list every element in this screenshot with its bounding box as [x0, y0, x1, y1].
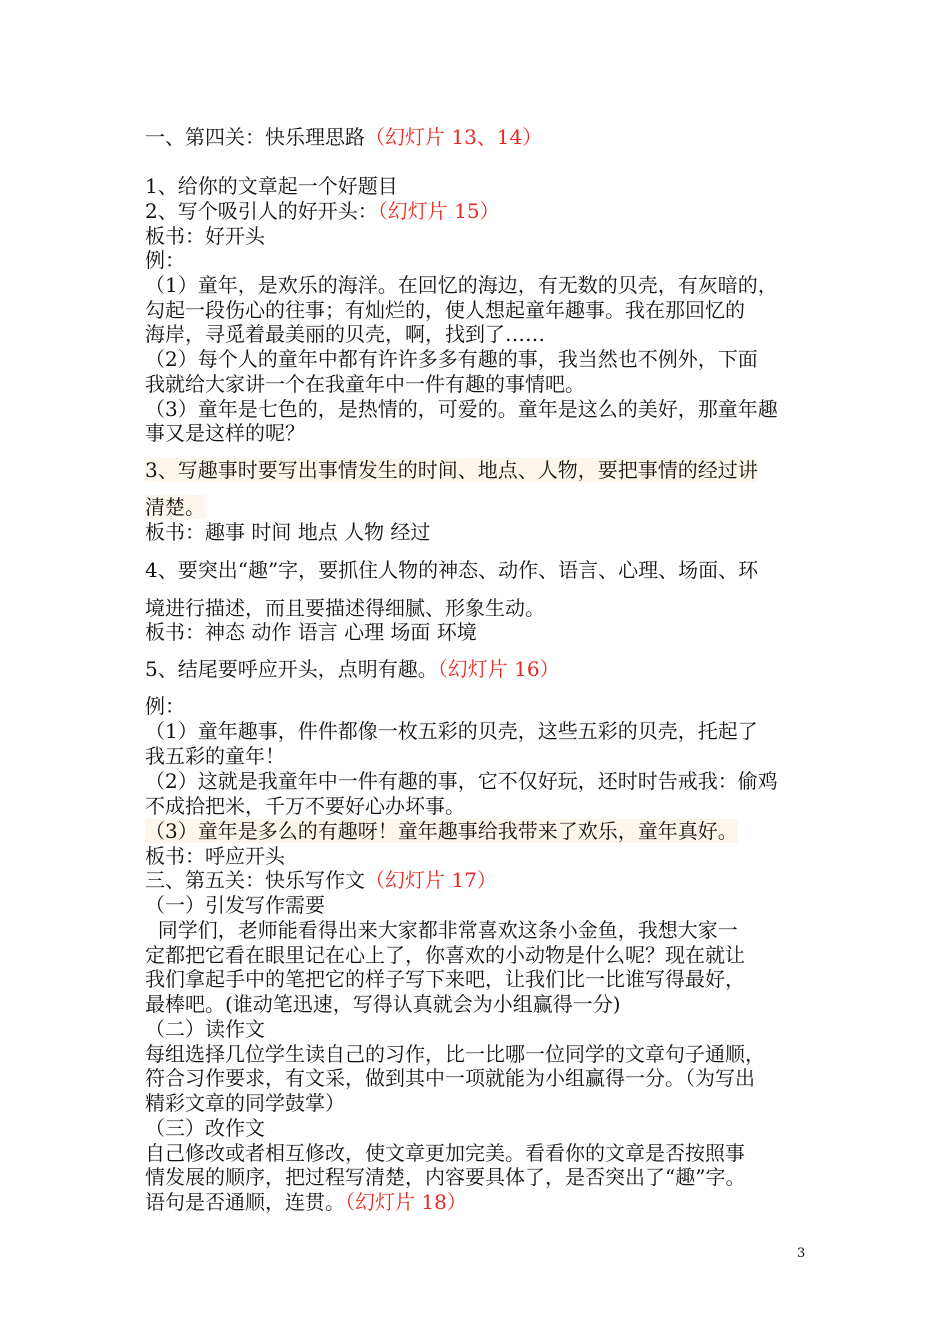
page-number: 3	[797, 1246, 806, 1261]
subsection-heading: （二）读作文	[145, 1017, 265, 1041]
example-line: 我就给大家讲一个在我童年中一件有趣的事情吧。	[145, 372, 585, 396]
example-label: 例：	[145, 694, 185, 718]
paragraph-line: 自己修改或者相互修改，使文章更加完美。看看你的文章是否按照事	[145, 1141, 745, 1165]
example-line: （2）每个人的童年中都有许许多多有趣的事，我当然也不例外，下面	[145, 347, 758, 371]
slide-ref: （幻灯片 15）	[377, 199, 500, 223]
paragraph-line: 最棒吧。(谁动笔迅速，写得认真就会为小组赢得一分)	[145, 992, 621, 1016]
item-1: 1、给你的文章起一个好题目	[145, 174, 398, 198]
example-line: （1）童年趣事，件件都像一枚五彩的贝壳，这些五彩的贝壳，托起了	[145, 719, 758, 743]
example-line: （1）童年，是欢乐的海洋。在回忆的海边，有无数的贝壳，有灰暗的，	[145, 273, 778, 297]
example-line: （3）童年是多么的有趣呀！童年趣事给我带来了欢乐，童年真好。	[145, 819, 738, 843]
example-line: 我五彩的童年！	[145, 744, 285, 768]
slide-ref: （幻灯片 13、14）	[365, 125, 543, 149]
paragraph-line: 同学们，老师能看得出来大家都非常喜欢这条小金鱼，我想大家一	[145, 918, 738, 942]
section-heading-4: 一、第四关：快乐理思路（幻灯片 13、14）	[145, 125, 543, 149]
subsection-heading: （一）引发写作需要	[145, 893, 325, 917]
paragraph-line: 每组选择几位学生读自己的习作，比一比哪一位同学的文章句子通顺，	[145, 1042, 765, 1066]
slide-ref: （幻灯片 18）	[345, 1190, 467, 1214]
item-4-cont: 境进行描述，而且要描述得细腻、形象生动。	[145, 596, 545, 620]
board-note: 板书：呼应开头	[145, 844, 285, 868]
example-line: 不成拾把米，千万不要好心办坏事。	[145, 794, 465, 818]
section-heading-5: 三、第五关：快乐写作文（幻灯片 17）	[145, 868, 497, 892]
example-line: （2）这就是我童年中一件有趣的事，它不仅好玩，还时时告戒我：偷鸡	[145, 769, 778, 793]
item-3-cont: 清楚。	[145, 495, 205, 519]
paragraph-line: 定都把它看在眼里记在心上了，你喜欢的小动物是什么呢？现在就让	[145, 943, 745, 967]
item-2: 2、写个吸引人的好开头：（幻灯片 15）	[145, 199, 500, 223]
slide-ref: （幻灯片 17）	[365, 868, 497, 892]
example-label: 例：	[145, 248, 185, 272]
item-3: 3、写趣事时要写出事情发生的时间、地点、人物，要把事情的经过讲	[145, 458, 758, 482]
subsection-heading: （三）改作文	[145, 1116, 265, 1140]
example-line: 勾起一段伤心的往事；有灿烂的，使人想起童年趣事。我在那回忆的	[145, 298, 745, 322]
board-note: 板书：神态 动作 语言 心理 场面 环境	[145, 620, 477, 644]
paragraph-line: 我们拿起手中的笔把它的样子写下来吧，让我们比一比谁写得最好，	[145, 967, 745, 991]
board-note: 板书：好开头	[145, 224, 265, 248]
board-note: 板书：趣事 时间 地点 人物 经过	[145, 520, 431, 544]
example-line: （3）童年是七色的，是热情的，可爱的。童年是这么的美好，那童年趣	[145, 397, 778, 421]
example-line: 事又是这样的呢？	[145, 421, 305, 445]
item-5: 5、结尾要呼应开头，点明有趣。（幻灯片 16）	[145, 657, 560, 681]
paragraph-line: 精彩文章的同学鼓掌）	[145, 1091, 345, 1115]
slide-ref: （幻灯片 16）	[437, 657, 560, 681]
paragraph-line: 情发展的顺序，把过程写清楚，内容要具体了，是否突出了“趣”字。	[145, 1165, 746, 1189]
paragraph-line: 符合习作要求，有文采，做到其中一项就能为小组赢得一分。（为写出	[145, 1066, 755, 1090]
example-line: 海岸，寻觅着最美丽的贝壳，啊，找到了……	[145, 322, 545, 346]
paragraph-line: 语句是否通顺，连贯。（幻灯片 18）	[145, 1190, 467, 1214]
item-4: 4、要突出“趣”字，要抓住人物的神态、动作、语言、心理、场面、环	[145, 558, 759, 582]
